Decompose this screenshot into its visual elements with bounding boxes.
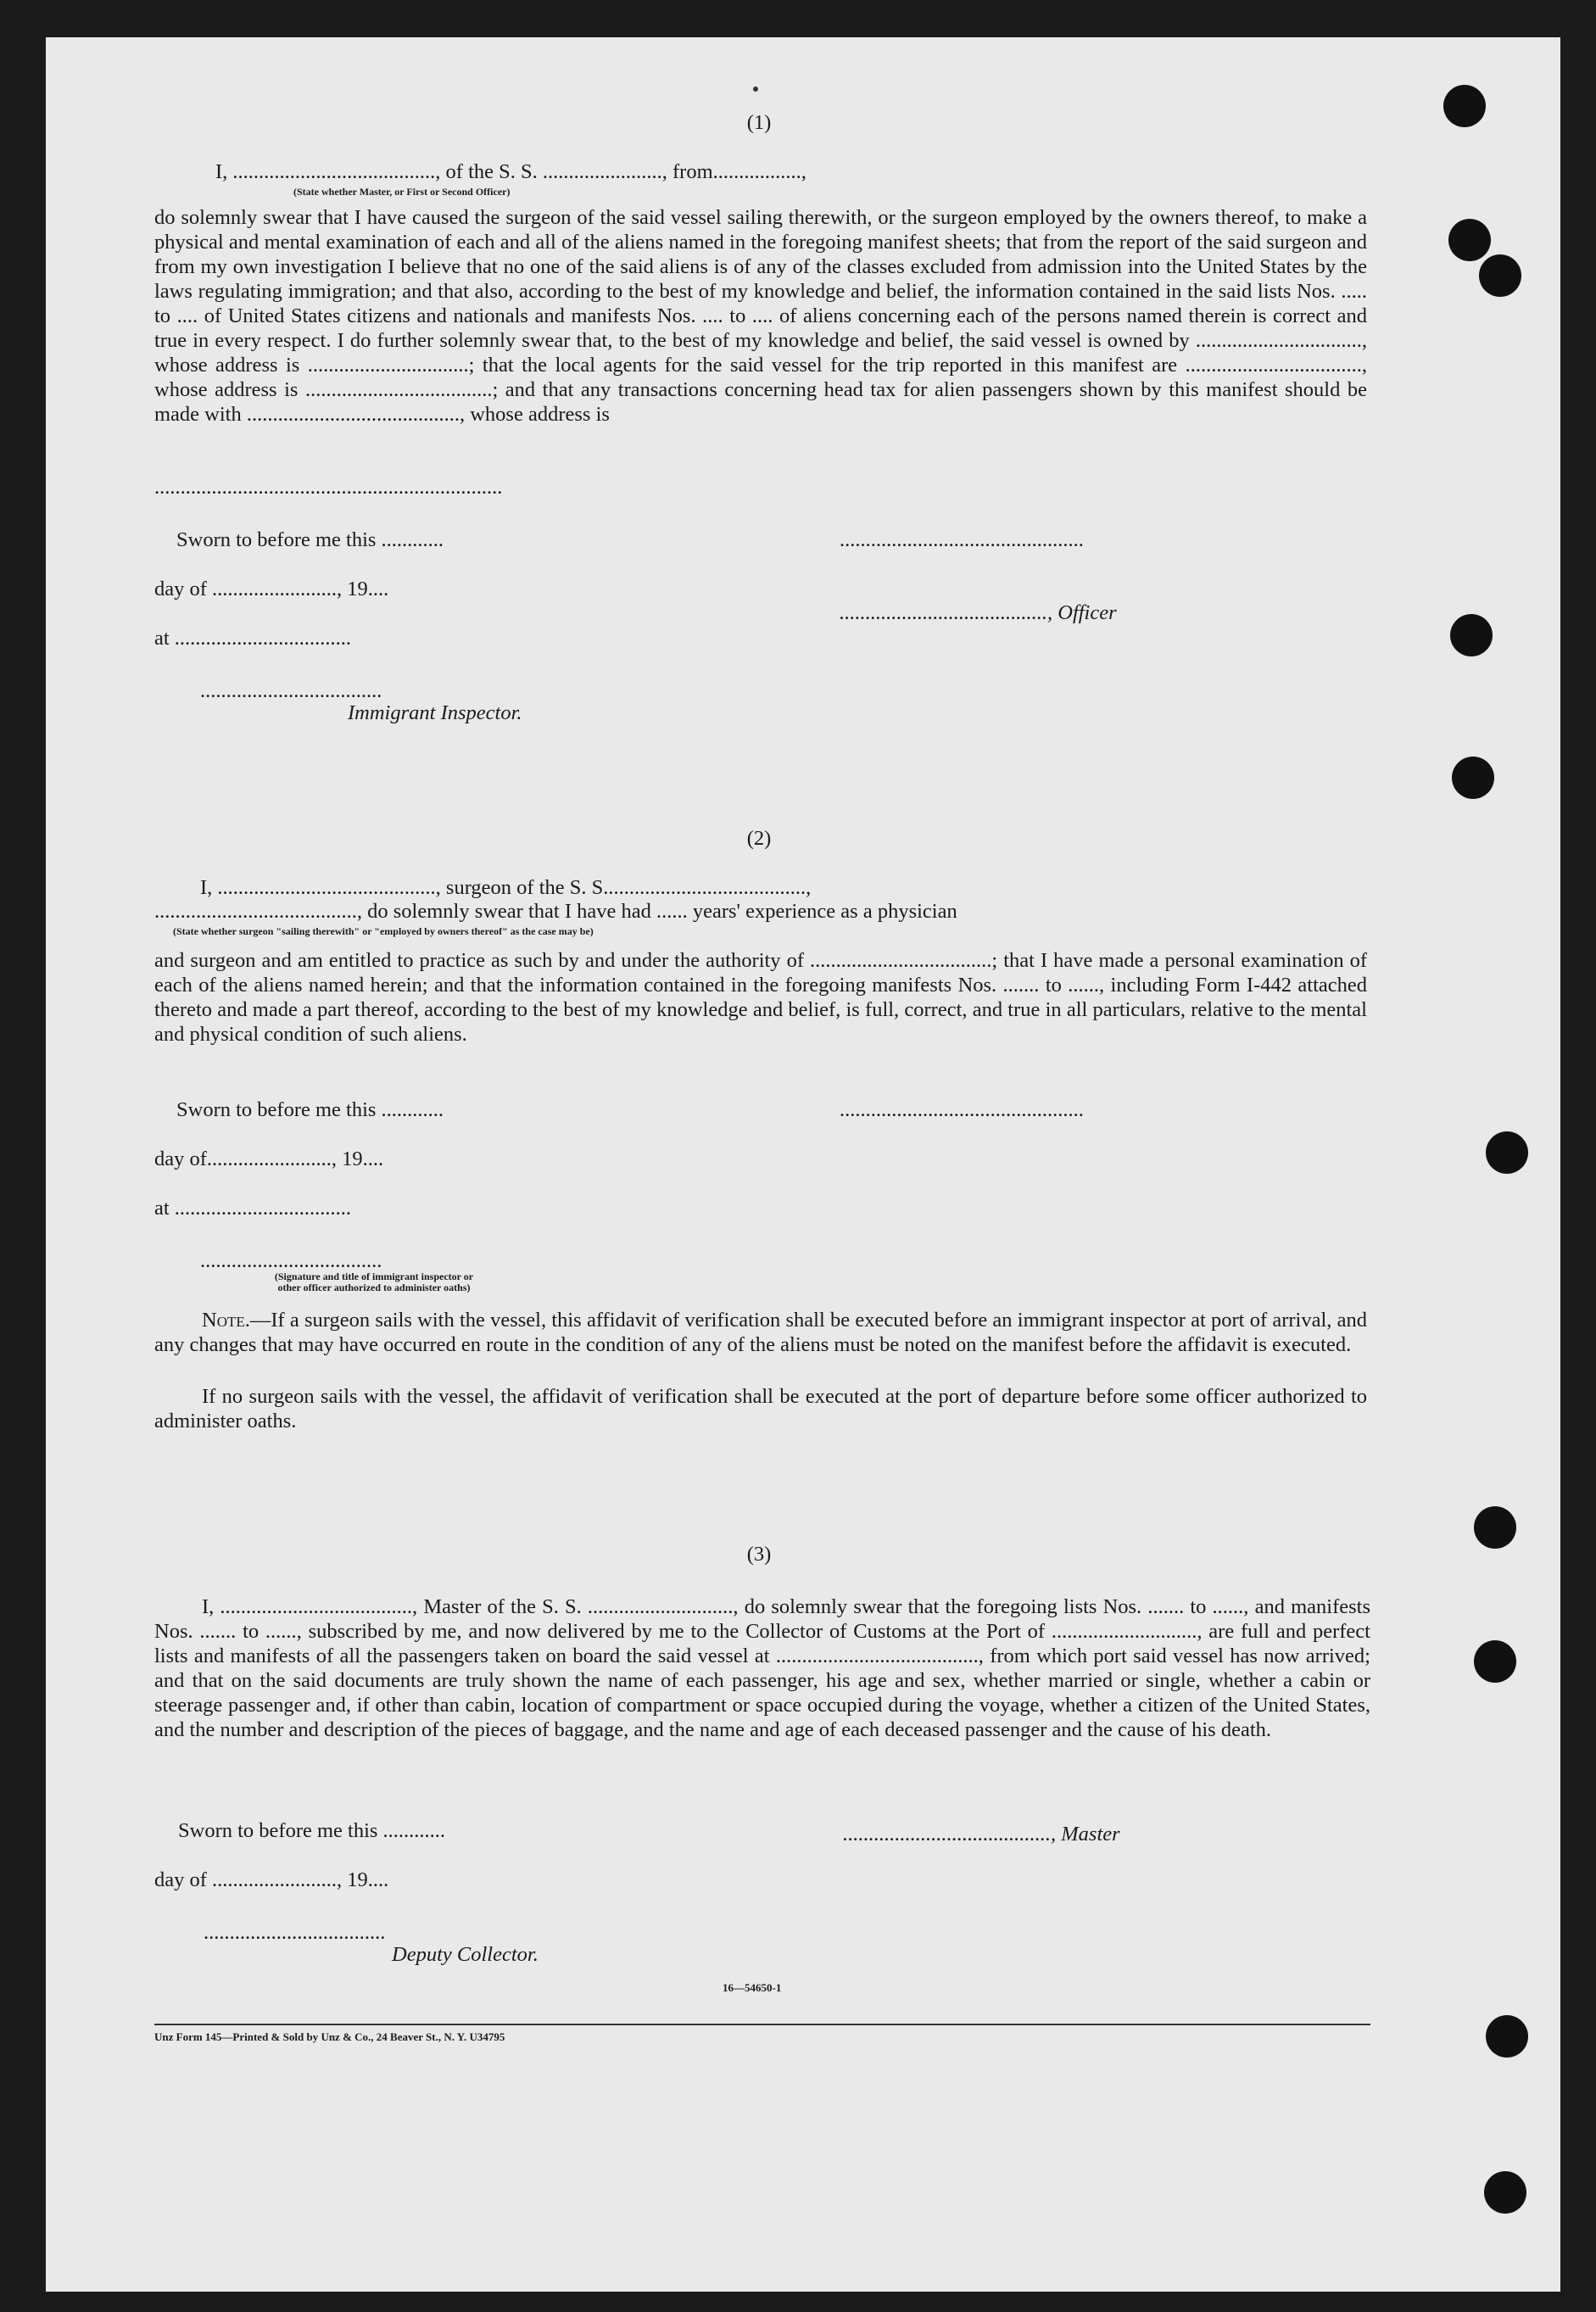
collector-signature-dots: ................................... — [204, 1921, 386, 1944]
section-number: (3) — [746, 1543, 772, 1566]
inspector-signature-dots: ................................... — [200, 679, 382, 702]
punch-hole-mark — [1479, 254, 1521, 297]
surgeon-oath-text: and surgeon and am entitled to practice as such by and under the authority of ...................................; that I have made a personal examination of each of the aliens named herein; and that the information contained in the foregoing manifests Nos. ....... to ......, including Form I-442 attached thereto and made a part thereof, according to the best of my knowledge and belief, is full, correct, and true in all particulars, relative to the mental and physical condition of such aliens. — [154, 949, 1367, 1046]
collector-signature-label: Deputy Collector. — [392, 1943, 539, 1966]
inspector-signature-label: Immigrant Inspector. — [348, 701, 522, 724]
form-code: 16—54650-1 — [723, 1981, 782, 1994]
surgeon-experience-line: ......................................., do solemnly swear that I have had ...... years' experience as a physician — [154, 900, 957, 923]
punch-hole-mark — [1486, 2015, 1528, 2058]
signature-title-label: (Signature and title of immigrant inspector or — [274, 1270, 474, 1282]
oath-line-officer: I, ......................................., of the S. S. ......................., from................., — [215, 160, 806, 183]
note-paragraph — [154, 1308, 1367, 1357]
sworn-line: Sworn to before me this ............ — [176, 1098, 444, 1121]
surgeon-status-note: (State whether surgeon "sailing therewith" or "employed by owners thereof" as the case may be) — [173, 925, 594, 937]
day-line: day of........................, 19.... — [154, 1148, 384, 1170]
master-oath-text: I, ....................................., Master of the S. S. ............................, do solemnly swear that the foregoing lists Nos. ....... to ......, and manifests Nos. ....... to ......, subscribed by me, and now delivered by me to the Collector of Customs at the Port of ............................, are full and perfect lists and manifests of all the passengers taken on board the said vessel at ......................................., from which port said vessel has now arrived; and that on the said documents are truly shown the name of each passenger, his age and sex, whether married or single, whether a cabin or steerage passenger and, if other than cabin, location of compartment or space occupied during the voyage, whether a citizen of the United States, and the number and description of the pieces of baggage, and the name and age of each deceased passenger and the cause of his death. — [154, 1595, 1370, 1741]
day-line: day of ........................, 19.... — [154, 1868, 389, 1891]
section-number: (1) — [746, 111, 772, 134]
master-signature-line: ........................................, Master — [843, 1823, 1120, 1846]
punch-hole-mark — [1452, 757, 1494, 799]
signature-dots: ............................................... — [840, 528, 1084, 551]
signature-title-label: other officer authorized to administer oaths) — [277, 1282, 471, 1293]
note-label: Note. — [202, 1309, 250, 1332]
surgeon-oath-line: I, .........................................., surgeon of the S. S......................................., — [200, 876, 812, 899]
footer-rule — [154, 2024, 1370, 2025]
day-line: day of ........................, 19.... — [154, 578, 389, 600]
officer-oath-tail: ................................................................... — [154, 476, 503, 499]
note-paragraph-2: If no surgeon sails with the vessel, the affidavit of verification shall be executed at the port of departure before some officer authorized to administer oaths. — [154, 1385, 1367, 1432]
punch-hole-mark — [1443, 85, 1486, 127]
officer-oath-text: do solemnly swear that I have caused the surgeon of the said vessel sailing therewith, or the surgeon employed by the owners thereof, to make a physical and mental examination of each and all of the aliens named in the foregoing manifest sheets; that from the report of the said surgeon and from my own investigation I believe that no one of the said aliens is of any of the classes excluded from admission into the United States by the laws regulating immigration; and that also, according to the best of my knowledge and belief, the information contained in the said lists Nos. ..... to .... of United States citizens and nationals and manifests Nos. .... to .... of aliens concerning each of the persons named therein is correct and true in every respect. I do further solemnly swear that, to the best of my knowledge and belief, the said vessel is owned by ................................, whose address is ...............................; that the local agents for the said vessel for the trip reported in this manifest are .................................., whose address is ....................................; and that any transactions concerning head tax for alien passengers shown by this manifest should be made with ........................................., whose address is — [154, 206, 1367, 426]
ink-speck — [753, 87, 758, 92]
officer-signature-line: ........................................, Officer — [840, 601, 1117, 624]
officer-rank-note: (State whether Master, or First or Second Officer) — [293, 186, 511, 198]
section-number: (2) — [746, 827, 772, 850]
at-line: at .................................. — [154, 1197, 352, 1220]
punch-hole-mark — [1484, 2171, 1526, 2214]
sworn-line: Sworn to before me this ............ — [176, 528, 444, 551]
at-line: at .................................. — [154, 627, 352, 650]
inspector-signature-dots: ................................... — [200, 1249, 382, 1272]
sworn-line: Sworn to before me this ............ — [178, 1819, 446, 1842]
punch-hole-mark — [1474, 1506, 1516, 1549]
punch-hole-mark — [1486, 1131, 1528, 1174]
punch-hole-mark — [1448, 219, 1491, 261]
signature-dots: ............................................... — [840, 1098, 1084, 1121]
punch-hole-mark — [1450, 614, 1493, 656]
printer-footer: Unz Form 145—Printed & Sold by Unz & Co., 24 Beaver St., N. Y. U34795 — [154, 2030, 505, 2043]
note-text: —If a surgeon sails with the vessel, this affidavit of verification shall be executed before an immigrant inspector at port of arrival, and any changes that may have occurred en route in the condition of any of the aliens must be noted on the manifest before the affidavit is executed. — [154, 1309, 1367, 1356]
punch-hole-mark — [1474, 1640, 1516, 1683]
